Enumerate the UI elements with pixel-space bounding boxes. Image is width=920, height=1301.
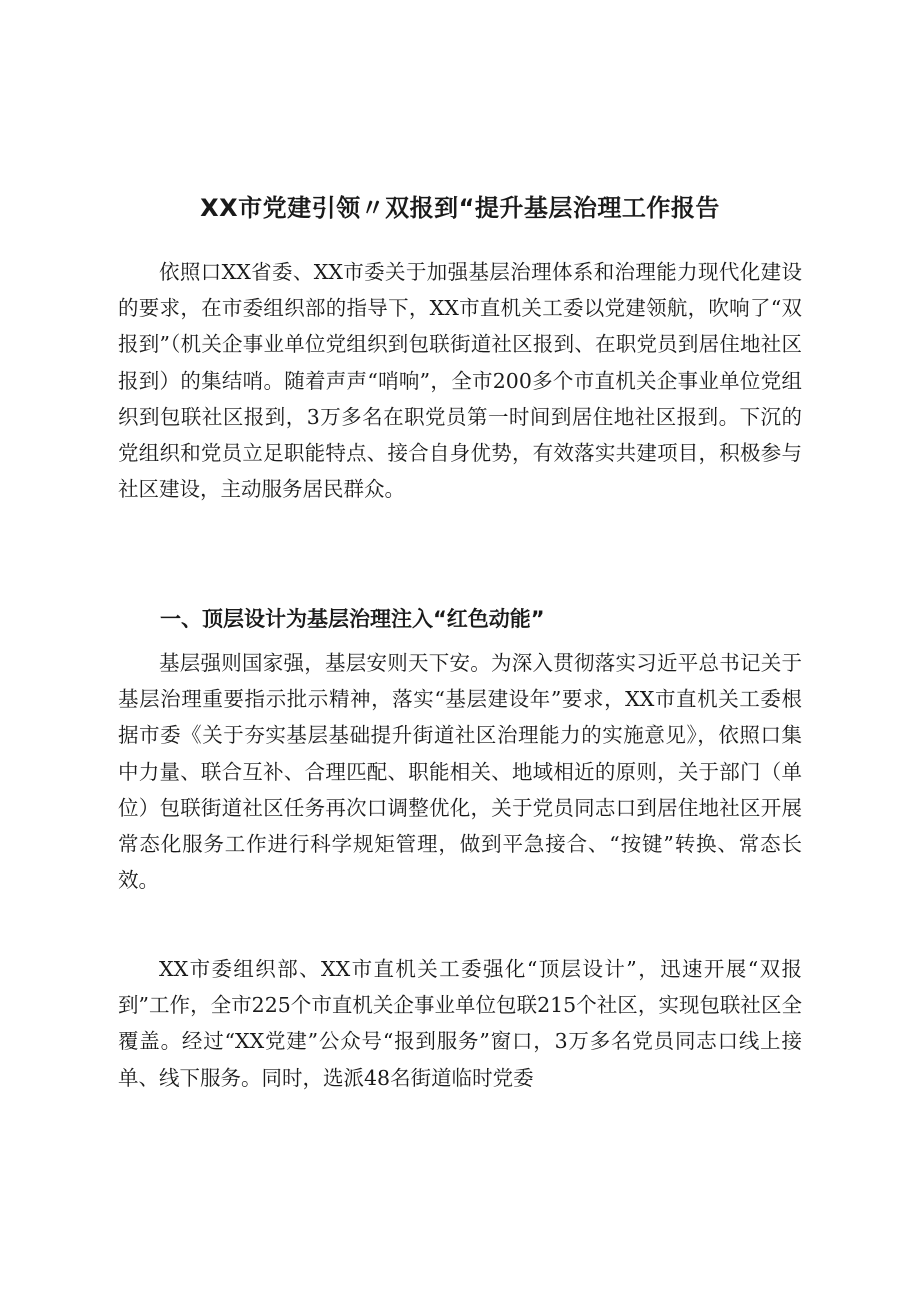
paragraph-intro: 依照口XX省委、XX市委关于加强基层治理体系和治理能力现代化建设的要求，在市委组织部的指导下，XX市直机关工委以党建领航，吹响了“双报到”（机关企事业单位党组织到包联街道社区报到、在职党员到居住地社区报到）的集结哨。随着声声“哨响”，全市200多个市直机关企事业单位党组织到包联社区报到，3万多名在职党员第一时间到居住地社区报到。下沉的党组织和党员立足职能特点、接合自身优势，有效落实共建项目，积极参与社区建设，主动服务居民群众。 [118, 260, 802, 502]
section-heading: 一、顶层设计为基层治理注入“红色动能” [160, 607, 545, 631]
paragraph-section-1: 基层强则国家强，基层安则天下安。为深入贯彻落实习近平总书记关于基层治理重要指示批示精神，落实“基层建设年”要求，XX市直机关工委根据市委《关于夯实基层基础提升街道社区治理能力的实施意见》，依照口集中力量、联合互补、合理匹配、职能相关、地域相近的原则，关于部门（单位）包联街道社区任务再次口调整优化，关于党员同志口到居住地社区开展常态化服务工作进行科学规矩管理，做到平急接合、“按键”转换、常态长效。 [118, 651, 802, 893]
paragraph-section-2: XX市委组织部、XX市直机关工委强化“顶层设计”，迅速开展“双报到”工作，全市225个市直机关企事业单位包联215个社区，实现包联社区全覆盖。经过“XX党建”公众号“报到服务”窗口，3万多名党员同志口线上接单、线下服务。同时，选派48名街道临时党委 [118, 957, 802, 1090]
document-title: XX市党建引领〃双报到“提升基层治理工作报告 [200, 194, 720, 222]
